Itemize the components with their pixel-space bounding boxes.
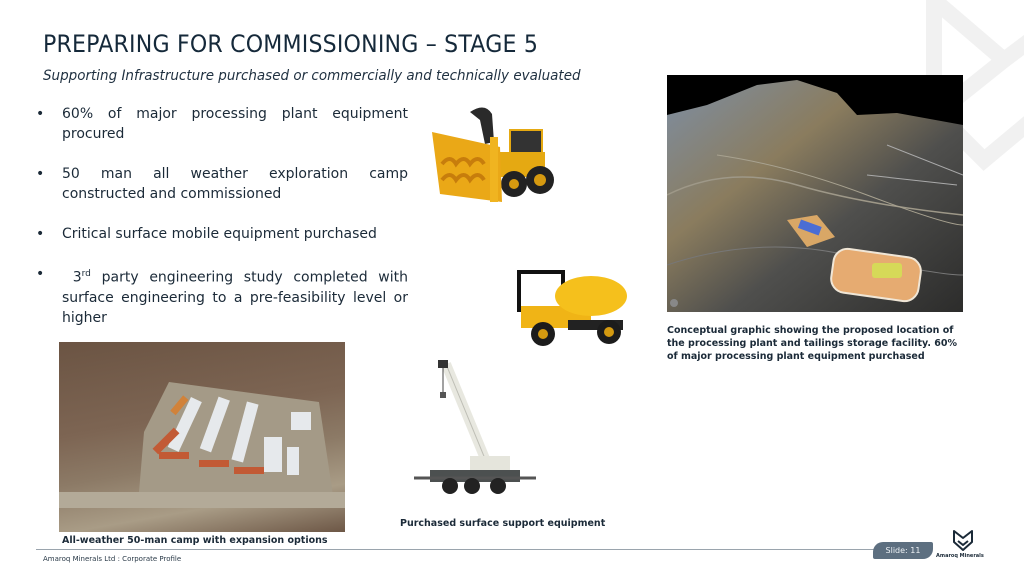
logo-text: Amaroq Minerals xyxy=(936,553,984,559)
crane-caption: Purchased surface support equipment xyxy=(400,518,606,529)
bullet-icon: • xyxy=(36,226,45,242)
bullet-text: 60% of major processing plant equipment procured xyxy=(62,106,408,142)
concrete-mixer-truck-photo xyxy=(513,268,631,350)
ordinal-suffix: rd xyxy=(81,269,91,279)
page-subtitle: Supporting Infrastructure purchased or commercially and technically evaluated xyxy=(43,68,581,84)
conceptual-3d-terrain-graphic xyxy=(667,75,963,312)
bullet-item xyxy=(36,264,408,328)
bullet-icon: • xyxy=(36,266,45,282)
bullet-text: Critical surface mobile equipment purchased xyxy=(62,226,377,242)
terrain-caption: Conceptual graphic showing the proposed location of the processing plant and tailings storage facility. 60% of major processing plant equipment purchased xyxy=(667,325,958,362)
bullet-list xyxy=(36,104,408,348)
bullet-icon: • xyxy=(36,106,45,122)
rough-terrain-crane-photo xyxy=(410,358,540,500)
slide-number-badge xyxy=(873,542,933,559)
amaroq-fox-logo-icon xyxy=(951,529,975,551)
bullet-text: party engineering study completed with surface engineering to a pre-feasibility level or higher xyxy=(62,269,409,326)
bullet-text: 50 man all weather exploration camp constructed and commissioned xyxy=(62,166,408,202)
camp-caption: All-weather 50-man camp with expansion options xyxy=(62,535,328,546)
slide-number: Slide: 11 xyxy=(885,546,921,555)
snowblower-loader-photo xyxy=(430,102,558,208)
footer-company-text: Amaroq Minerals Ltd : Corporate Profile xyxy=(43,555,182,563)
bullet-item xyxy=(36,224,408,244)
footer-divider xyxy=(36,549,876,550)
bullet-item xyxy=(36,104,408,144)
bullet-icon: • xyxy=(36,166,45,182)
aerial-camp-photo xyxy=(59,342,345,532)
bullet-item xyxy=(36,164,408,204)
ordinal-number: 3 xyxy=(72,269,82,286)
page-title: PREPARING FOR COMMISSIONING – STAGE 5 xyxy=(43,30,539,58)
